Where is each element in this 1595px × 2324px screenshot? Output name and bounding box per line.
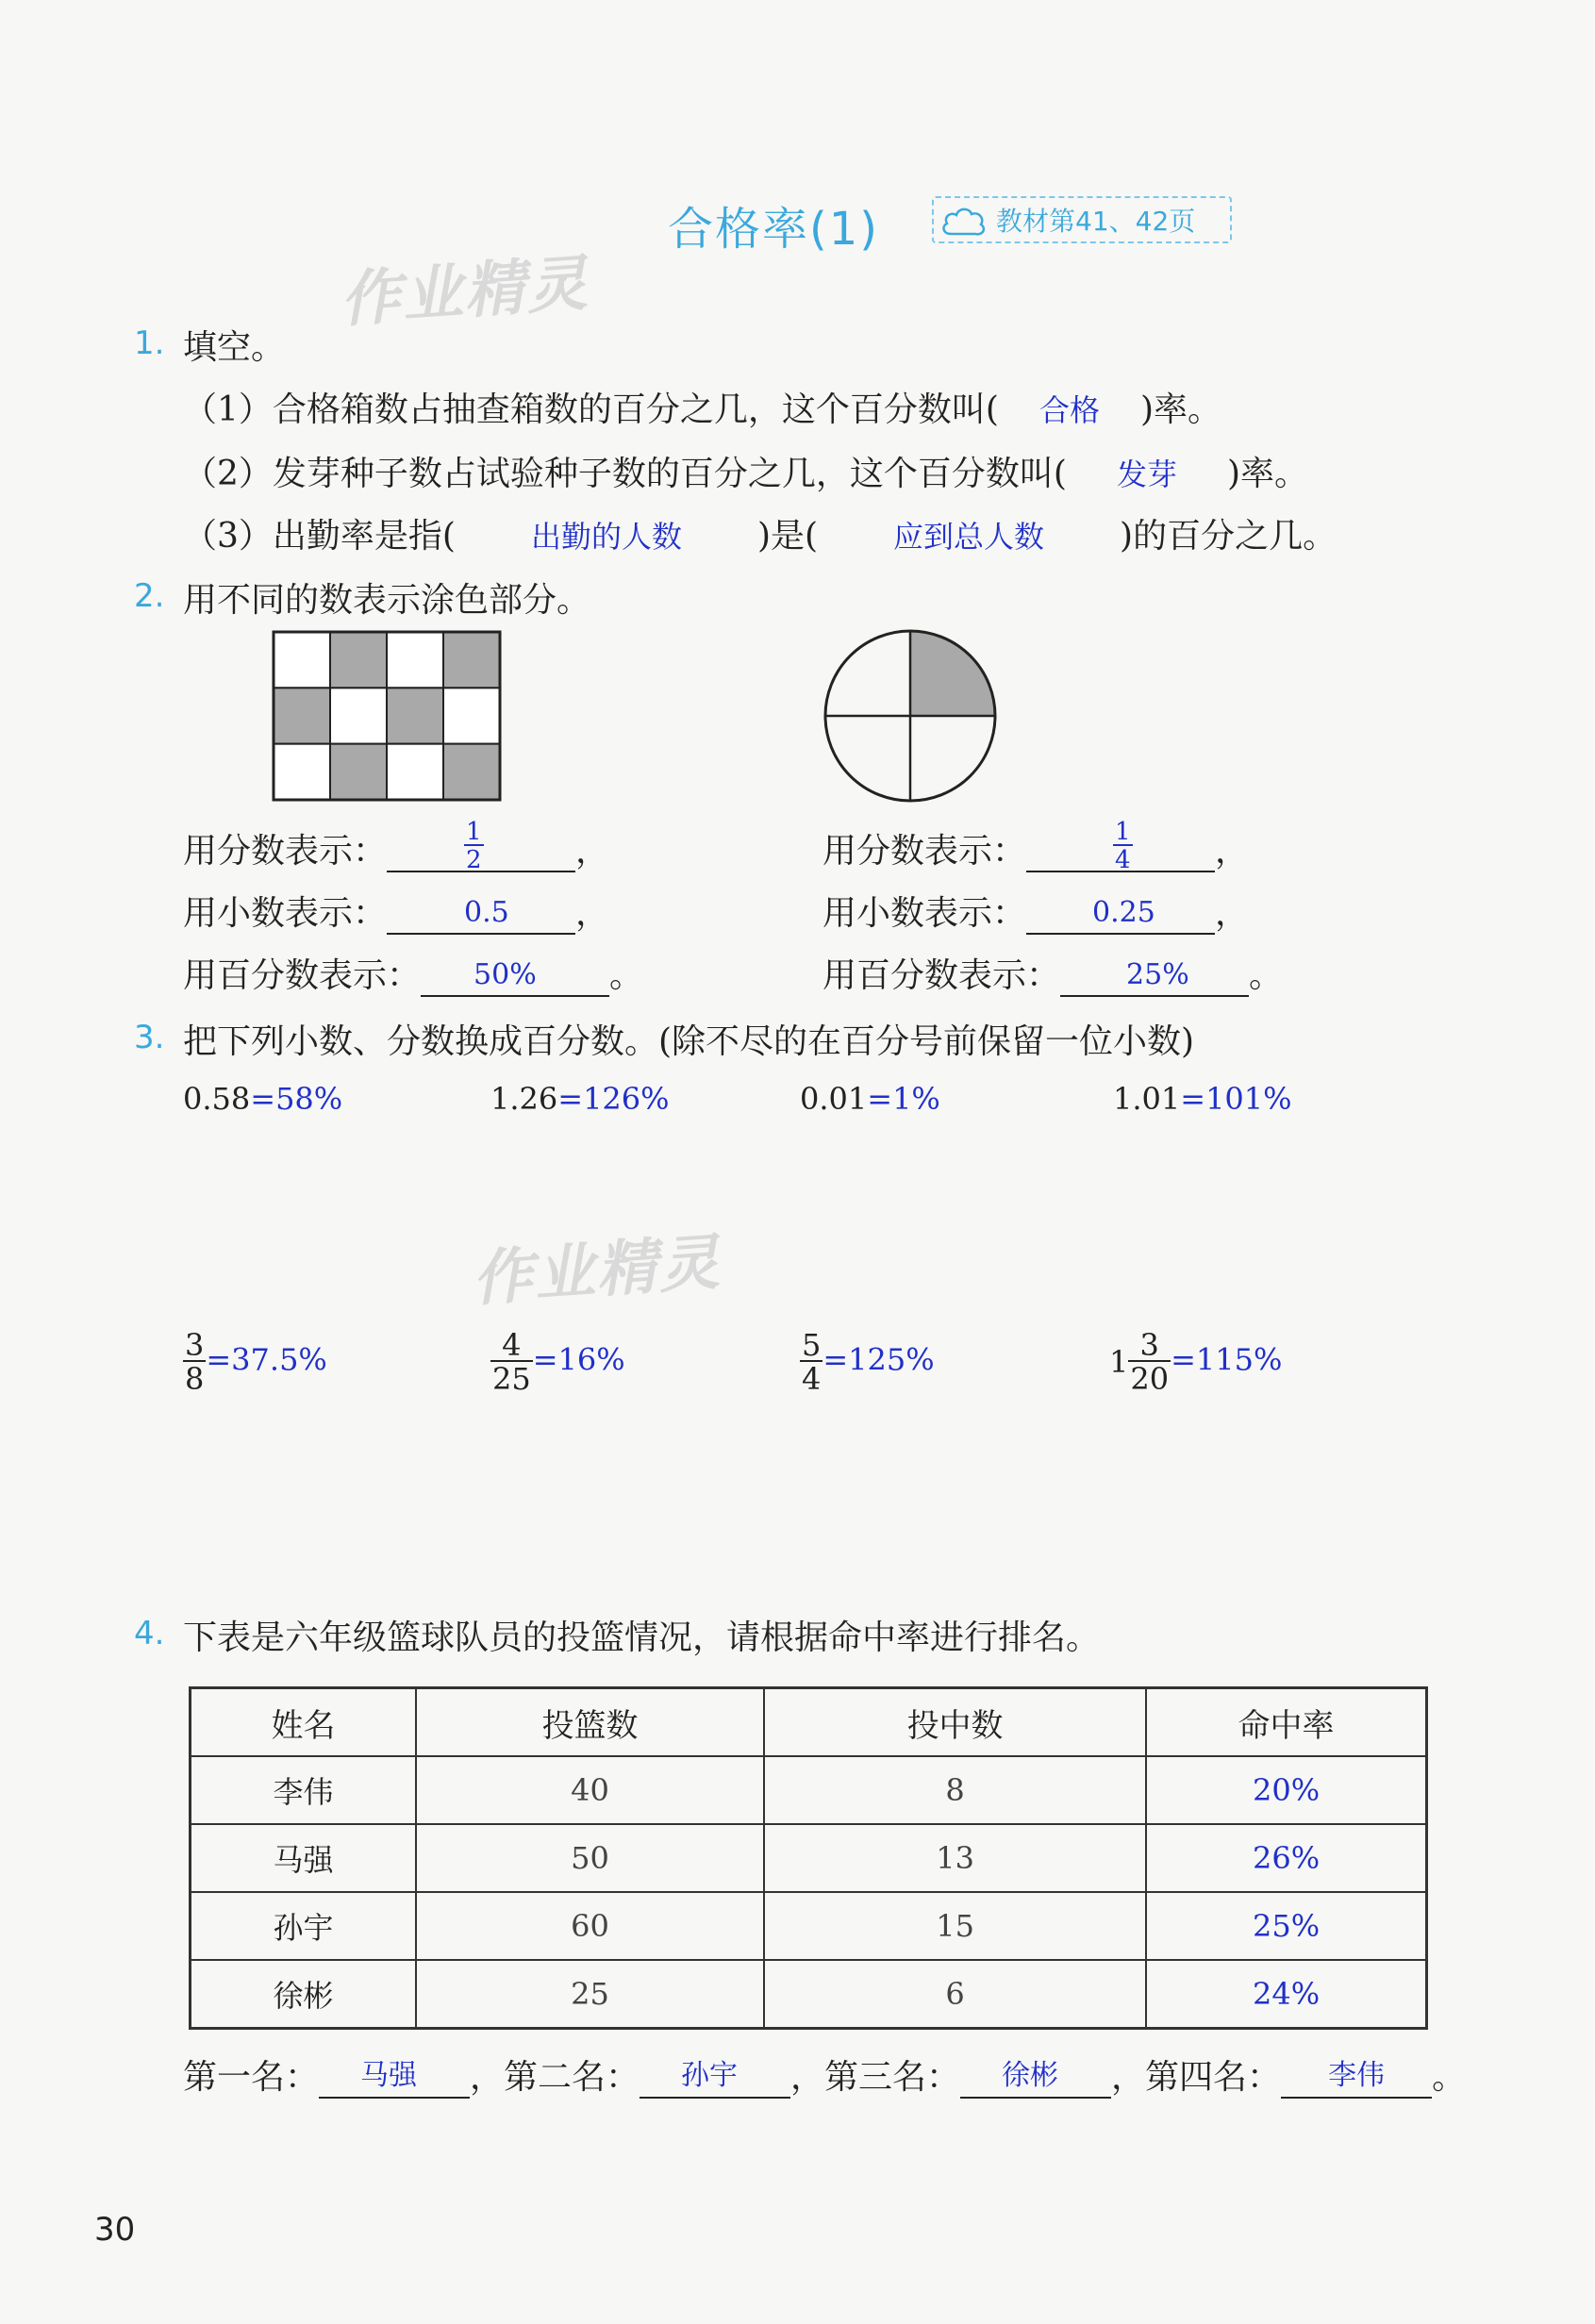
q1-answer-1: 合格 (1038, 392, 1100, 428)
q3-prompt: 把下列小数、分数换成百分数。(除不尽的在百分号前保留一位小数) (183, 1022, 1195, 1061)
q3-fraction-3: $\frac{5}{4}$ =125% (802, 1327, 935, 1397)
q2-left-fraction-row: 用分数表示： $\frac{1}{2}$ ， (183, 818, 610, 874)
page-number: 30 (94, 2211, 136, 2249)
q1-item-3: （3）出勤率是指( 出勤的人数 )是( 应到总人数 )的百分之几。 (183, 509, 1337, 557)
q4-prompt: 下表是六年级篮球队员的投篮情况，请根据命中率进行排名。 (183, 1618, 1101, 1657)
q1-item-1: （1）合格箱数占抽查箱数的百分之几，这个百分数叫( 合格 )率。 (183, 383, 1221, 431)
shaded-circle-figure (822, 628, 998, 804)
q2-left-decimal: 0.5 (464, 896, 509, 929)
q1-answer-3b: 应到总人数 (893, 519, 1045, 555)
table-row: 马强 50 13 26% (191, 1824, 1427, 1892)
watermark: 作业精灵 (338, 248, 591, 337)
q2-prompt: 用不同的数表示涂色部分。 (183, 581, 591, 620)
q2-number: 2. (134, 577, 165, 615)
table-header: 投中数 (764, 1688, 1146, 1757)
rank-2: 孙宇 (681, 2059, 739, 2092)
q1-number: 1. (134, 324, 165, 362)
q3-decimal-1: 0.58=58% (183, 1081, 343, 1117)
q2-right-decimal-row: 用小数表示： 0.25 ， (822, 894, 1250, 933)
hit-rate-answer: 25% (1146, 1892, 1426, 1960)
rank-4: 李伟 (1328, 2059, 1386, 2092)
q2-left-fraction: $\frac{1}{2}$ (466, 818, 482, 874)
shooting-table (189, 1686, 1428, 2030)
grid-cell-shaded (330, 632, 387, 688)
page-title: 合格率(1) (668, 203, 879, 256)
table-header: 投篮数 (416, 1688, 764, 1757)
q1-prompt: 填空。 (183, 328, 286, 367)
grid-cell-shaded (443, 744, 500, 800)
table-header-row (191, 1688, 1427, 1757)
q3-decimal-4: 1.01=101% (1113, 1081, 1292, 1117)
table-header: 命中率 (1146, 1688, 1426, 1757)
grid-cell-shaded (330, 744, 387, 800)
watermark-2: 作业精灵 (470, 1227, 723, 1316)
textbook-reference-badge (932, 196, 1232, 243)
grid-cell (387, 632, 443, 688)
ranking-row: 第一名： 马强 ，第二名： 孙宇 ，第三名： 徐彬 ，第四名： 李伟 。 (183, 2050, 1466, 2099)
hit-rate-answer: 24% (1146, 1960, 1426, 2029)
textbook-reference: 教材第41、42页 (996, 206, 1196, 237)
q3-decimal-3: 0.01=1% (800, 1081, 940, 1117)
q1-item-2: （2）发芽种子数占试验种子数的百分之几，这个百分数叫( 发芽 )率。 (183, 447, 1308, 495)
q1-answer-3a: 出勤的人数 (530, 519, 682, 555)
q2-left-percent-row: 用百分数表示： 50% 。 (183, 956, 644, 995)
q3-number: 3. (134, 1019, 165, 1056)
q3-decimal-2: 1.26=126% (490, 1081, 670, 1117)
grid-cell (387, 744, 443, 800)
table-header: 姓名 (191, 1688, 416, 1757)
q3-fraction-2: $\frac{4}{25}$ =16% (492, 1327, 625, 1397)
q2-left-percent: 50% (474, 958, 537, 991)
q3-fraction-4: 1 $\frac{3}{20}$ =115% (1109, 1327, 1283, 1397)
grid-cell (274, 744, 330, 800)
grid-cell (330, 688, 387, 743)
grid-cell (274, 632, 330, 688)
table-row: 徐彬 25 6 24% (191, 1960, 1427, 2029)
cloud-icon (939, 202, 989, 241)
grid-cell-shaded (443, 632, 500, 688)
q2-right-fraction-row: 用分数表示： $\frac{1}{4}$ ， (822, 818, 1250, 874)
q2-right-percent-row: 用百分数表示： 25% 。 (822, 956, 1284, 995)
grid-cell-shaded (274, 688, 330, 743)
q2-left-decimal-row: 用小数表示： 0.5 ， (183, 894, 610, 933)
q2-right-percent: 25% (1126, 958, 1189, 991)
hit-rate-answer: 20% (1146, 1756, 1426, 1824)
hit-rate-answer: 26% (1146, 1824, 1426, 1892)
grid-cell (443, 688, 500, 743)
q2-right-decimal: 0.25 (1092, 896, 1155, 929)
shaded-grid-figure (272, 630, 502, 802)
q3-fraction-1: $\frac{3}{8}$ =37.5% (185, 1327, 327, 1397)
rank-3: 徐彬 (1002, 2059, 1059, 2092)
q1-answer-2: 发芽 (1116, 456, 1177, 492)
q2-right-fraction: $\frac{1}{4}$ (1115, 818, 1131, 874)
grid-cell-shaded (387, 688, 443, 743)
table-row: 李伟 40 8 20% (191, 1756, 1427, 1824)
rank-1: 马强 (360, 2059, 418, 2092)
q4-number: 4. (134, 1615, 165, 1652)
table-row: 孙宇 60 15 25% (191, 1892, 1427, 1960)
